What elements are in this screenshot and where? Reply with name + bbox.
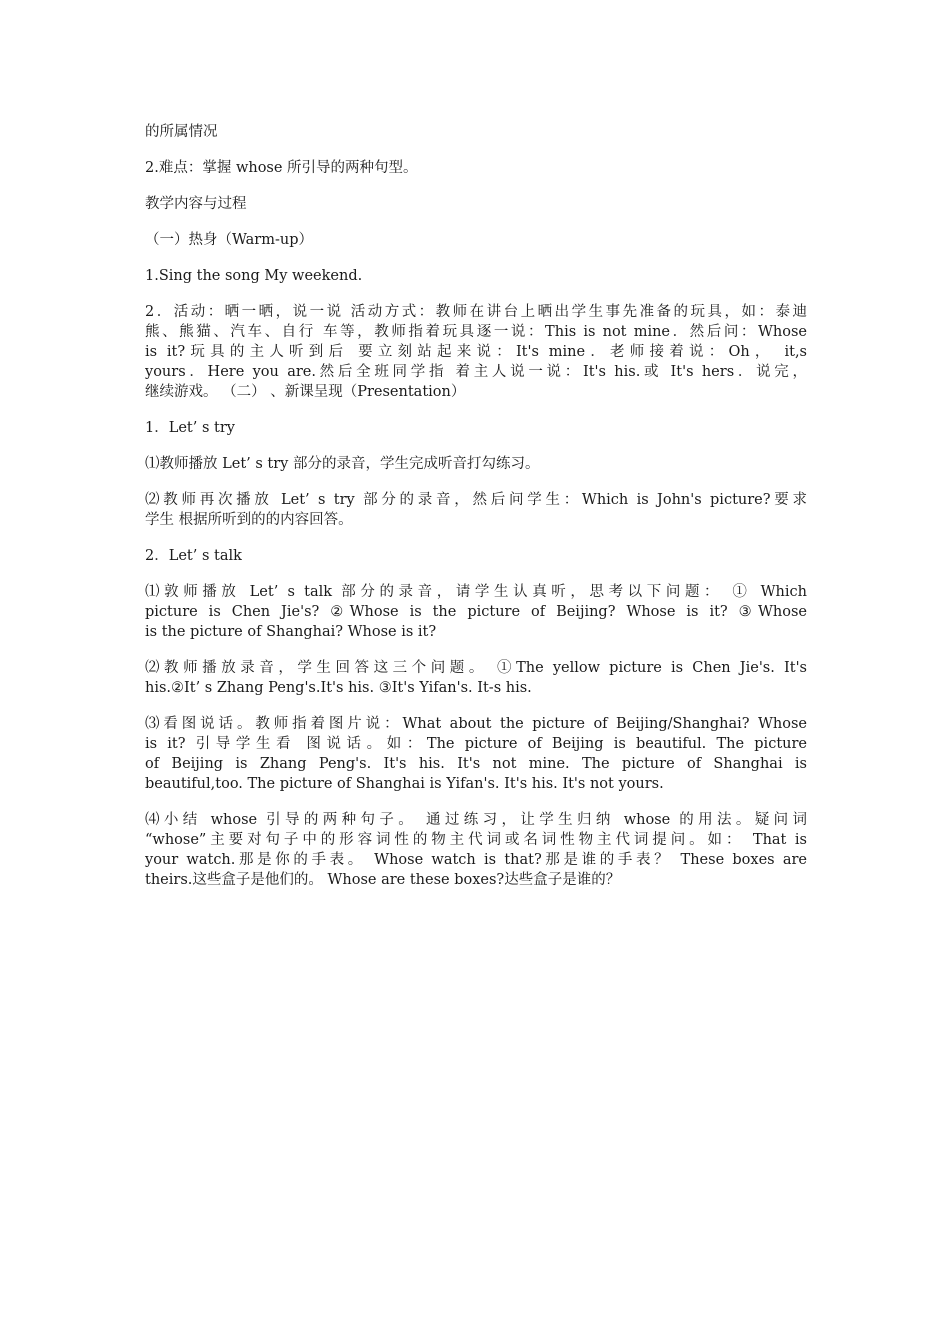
text-line-8: is it?玩具的主人听到后 要立刻站起来说：It's mine．老师接着说：Oh， it,s bbox=[145, 344, 807, 360]
text-line-19: ⑵教师播放录音，学生回答这三个问题。 ①The yellow picture is Chen Jie's. It's bbox=[145, 660, 807, 676]
document-page bbox=[145, 122, 807, 906]
text-line-1: 的所属情况 bbox=[145, 124, 218, 140]
text-line-16: ⑴敦师播放 Let’ s talk 部分的录音，请学生认真听，思考以下问题： ① Which bbox=[145, 584, 807, 600]
text-line-23: of Beijing is Zhang Peng's. It's his. It's not mine. The picture of Shanghai is bbox=[145, 756, 807, 772]
text-line-21: ⑶看图说话。教师指着图片说：What about the picture of Beijing/Shanghai? Whose bbox=[145, 716, 807, 732]
text-line-2: 2.难点：掌握 whose 所引导的两种句型。 bbox=[145, 160, 418, 176]
text-line-7: 熊、熊猫、汽车、自行 车等，教师指着玩具逐一说：This is not mine．然后问：Whose bbox=[145, 324, 807, 340]
text-line-27: your watch.那是你的手表。 Whose watch is that?那是谁的手表？ These boxes are bbox=[145, 852, 807, 868]
text-line-25: ⑷小结 whose 引导的两种句子。 通过练习，让学生归纳 whose 的用法。疑问词 bbox=[145, 812, 807, 828]
text-line-9: yours．Here you are.然后全班同学指 着主人说一说：It's his.或 It's hers．说完， bbox=[145, 364, 807, 380]
text-line-6: 2．活动：晒一晒，说一说 活动方式：教师在讲台上晒出学生事先准备的玩具，如：泰迪 bbox=[145, 304, 807, 320]
text-line-26: “whose”主要对句子中的形容词性的物主代词或名词性物主代词提问。如： That is bbox=[145, 832, 807, 848]
text-line-11: 1．Let’ s try bbox=[145, 420, 235, 436]
text-line-17: picture is Chen Jie's? ②Whose is the picture of Beijing? Whose is it? ③Whose bbox=[145, 604, 807, 620]
text-line-18: is the picture of Shanghai? Whose is it? bbox=[145, 624, 437, 640]
subsection-presentation: 继续游戏。 （二） 、新课呈现（Presentation） bbox=[145, 384, 466, 400]
text-line-14: 学生 根据所听到的的内容回答。 bbox=[145, 512, 353, 528]
text-line-22: is it? 引导学生看 图说话。如：The picture of Beijing is beautiful. The picture bbox=[145, 736, 807, 752]
text-line-5: 1.Sing the song My weekend. bbox=[145, 268, 363, 284]
text-line-12: ⑴教师播放 Let’ s try 部分的录音，学生完成听音打勾练习。 bbox=[145, 456, 540, 472]
text-line-15: 2．Let’ s talk bbox=[145, 548, 242, 564]
subsection-warm-up: （一）热身（Warm-up） bbox=[145, 232, 313, 248]
text-line-24: beautiful,too. The picture of Shanghai is Yifan's. It's his. It's not yours. bbox=[145, 776, 664, 792]
text-line-28: theirs.这些盒子是他们的。 Whose are these boxes?达些盒子是谁的？ bbox=[145, 872, 621, 888]
text-line-13: ⑵教师再次播放 Let’ s try 部分的录音，然后问学生：Which is John's picture?要求 bbox=[145, 492, 807, 508]
section-heading: 教学内容与过程 bbox=[145, 196, 247, 212]
text-line-20: his.②It’ s Zhang Peng's.It's his. ③It's Yifan's. It-s his. bbox=[145, 680, 532, 696]
